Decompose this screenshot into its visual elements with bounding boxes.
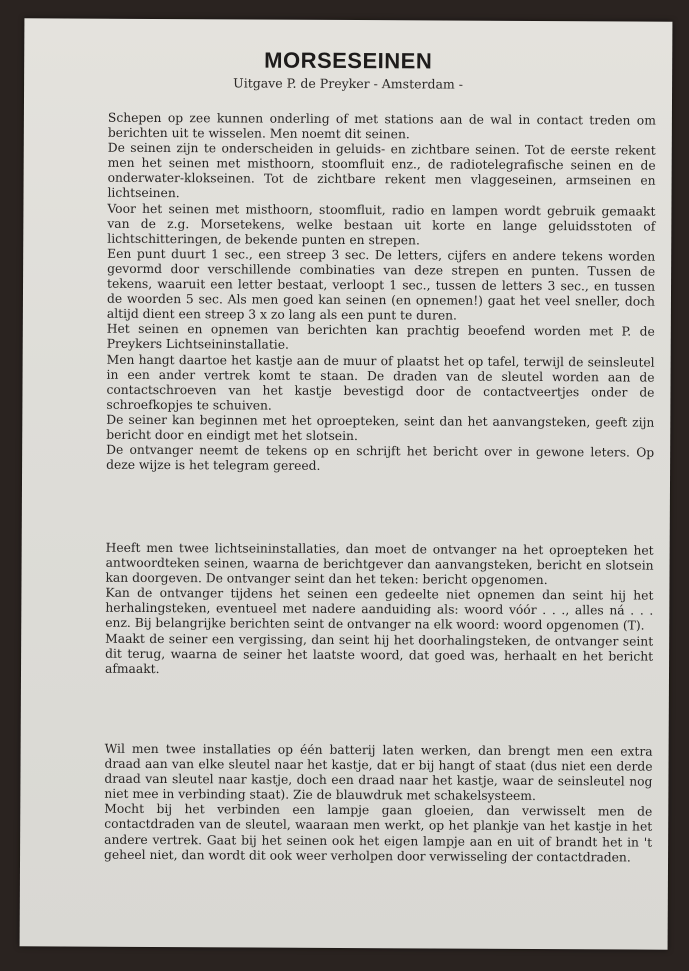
section-battery <box>104 742 653 866</box>
paragraph: Mocht bij het verbinden een lampje gaan gloeien, dan verwisselt men de contactdraden van de sleutel, waaraan men werkt, op het plankje van het kastje in het andere vertrek. Gaat bij het seinen ook het eigen lampje aan en uit of brandt het in 't geheel niet, dan wordt dit ook weer verholpen door verwisseling der contactdraden. <box>104 802 653 865</box>
paragraph: Maakt de seiner een vergissing, dan seint hij het doorhalingsteken, de ontvanger seint dit terug, waarna de seiner het laatste woord, dat goed was, herhaalt en het bericht afmaakt. <box>104 631 654 676</box>
paragraph: Men hangt daartoe het kastje aan de muur of plaatst het op tafel, terwijl de seinsleutel in een ander vertrek komt te staan. De draden van de sleutel worden aan de contactschroeven van het kastje bevestigd door de contactveertjes onder de schroefkopjes te schuiven. <box>106 352 655 413</box>
paragraph: Een punt duurt 1 sec., een streep 3 sec. De letters, cijfers en andere tekens worden gevormd door verschillende combinaties van deze strepen en punten. Tussen de tekens, waaruit een letter bestaat, verloopt 1 sec., tussen de letters 3 sec., en tussen de woorden 5 sec. Als men goed kan seinen (en opnemen!) gaat het veel sneller, doch altijd dient een streep 3 x zo lang als een punt te duren. <box>106 246 656 323</box>
document-subtitle: Uitgave P. de Preyker - Amsterdam - <box>233 75 464 92</box>
paragraph: Voor het seinen met misthoorn, stoomfluit, radio en lampen wordt gebruik gemaakt van de z.g. Morsetekens, welke bestaan uit korte en lange geluidsstoten of lichtschitteringen, de bekende punten en strepen. <box>107 201 656 248</box>
paragraph: Kan de ontvanger tijdens het seinen een gedeelte niet opnemen dan seint hij het herhalingsteken, eventueel met nadere aanduiding als: woord vóór . . ., alles ná . . . enz. Bij belangrijke berichten seint de ontvanger na elk woord: woord opgenomen (T). <box>105 586 654 634</box>
document-title: MORSESEINEN <box>264 47 433 74</box>
paragraph: Wil men twee installaties op één batterij laten werken, dan brengt men een extra draad aan van elke sleutel naar het kastje, dat er bij hangt of staat (dus niet een derde draad van sleutel naar kastje, doch een draad naar het kastje, waar de seinsleutel nog niet mee in verbinding staat). Zie de blauwdruk met schakelsysteem. <box>104 741 653 804</box>
paragraph: De seinen zijn te onderscheiden in geluids- en zichtbare seinen. Tot de eerste rekent men het seinen met misthoorn, stoomfluit enz., de radiotelegrafische seinen en de onderwater-klokseinen. Tot de zichtbare rekent men vlaggeseinen, armseinen en lichtseinen. <box>107 140 656 201</box>
section-intro <box>106 111 656 476</box>
paragraph: De ontvanger neemt de tekens op en schrijft het bericht over in gewone leters. Op deze wijze is het telegram gereed. <box>106 442 655 474</box>
paragraph: De seiner kan beginnen met het oproepteken, seint dan het aanvangsteken, geeft zijn bericht door en eindigt met het slotsein. <box>106 412 655 444</box>
paragraph: Het seinen en opnemen van berichten kan prachtig beoefend worden met P. de Preykers Lichtseininstallatie. <box>106 322 655 353</box>
paragraph: Heeft men twee lichtseininstallaties, dan moet de ontvanger na het oproepteken het antwoordteken seinen, waarna de berichtgever dan aanvangsteken, bericht en slotsein kan doorgeven. De ontvanger seint dan het teken: bericht opgenomen. <box>105 540 654 588</box>
paragraph: Schepen op zee kunnen onderling of met stations aan de wal in contact treden om berichten uit te wisselen. Men noemt dit seinen. <box>107 110 656 142</box>
section-two-installations <box>105 541 654 680</box>
document-sheet <box>20 18 673 949</box>
